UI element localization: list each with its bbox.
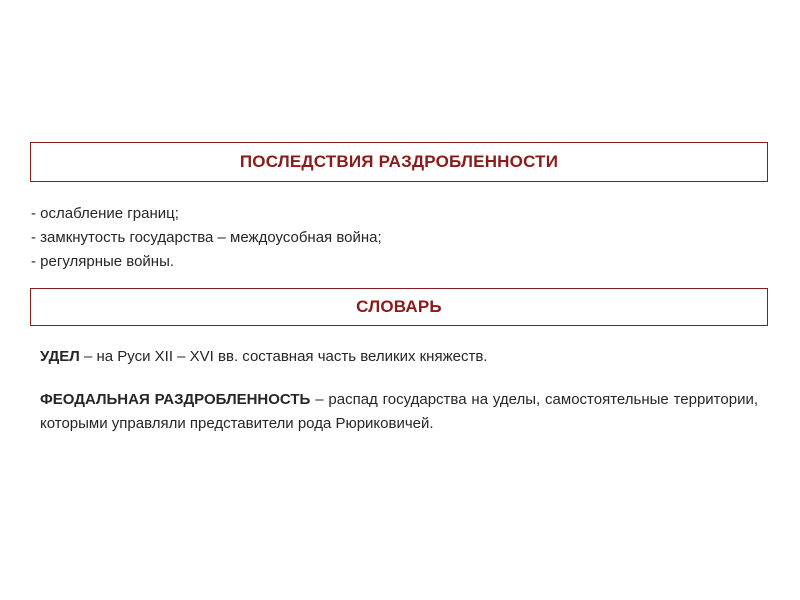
consequences-list [31, 202, 382, 274]
glossary-definition: – на Руси XII – XVI вв. составная часть великих княжеств. [79, 348, 488, 365]
glossary-term: УДЕЛ [40, 348, 80, 365]
glossary-entry-feudal-fragmentation [40, 388, 758, 436]
list-item: - регулярные войны. [31, 253, 175, 270]
glossary-entry-udel [40, 345, 758, 369]
glossary-term: ФЕОДАЛЬНАЯ РАЗДРОБЛЕННОСТЬ [40, 391, 311, 408]
list-item: - ослабление границ; [31, 205, 179, 222]
glossary-title: СЛОВАРЬ [356, 297, 442, 316]
consequences-title: ПОСЛЕДСТВИЯ РАЗДРОБЛЕННОСТИ [239, 152, 559, 171]
list-item: - замкнутость государства – междоусобная война; [31, 229, 382, 246]
glossary-definition: – распад государства на уделы, самостоятельные территории, которыми управляли представители рода Рюриковичей. [40, 391, 758, 432]
glossary-heading [30, 288, 768, 326]
consequences-heading [30, 142, 768, 182]
